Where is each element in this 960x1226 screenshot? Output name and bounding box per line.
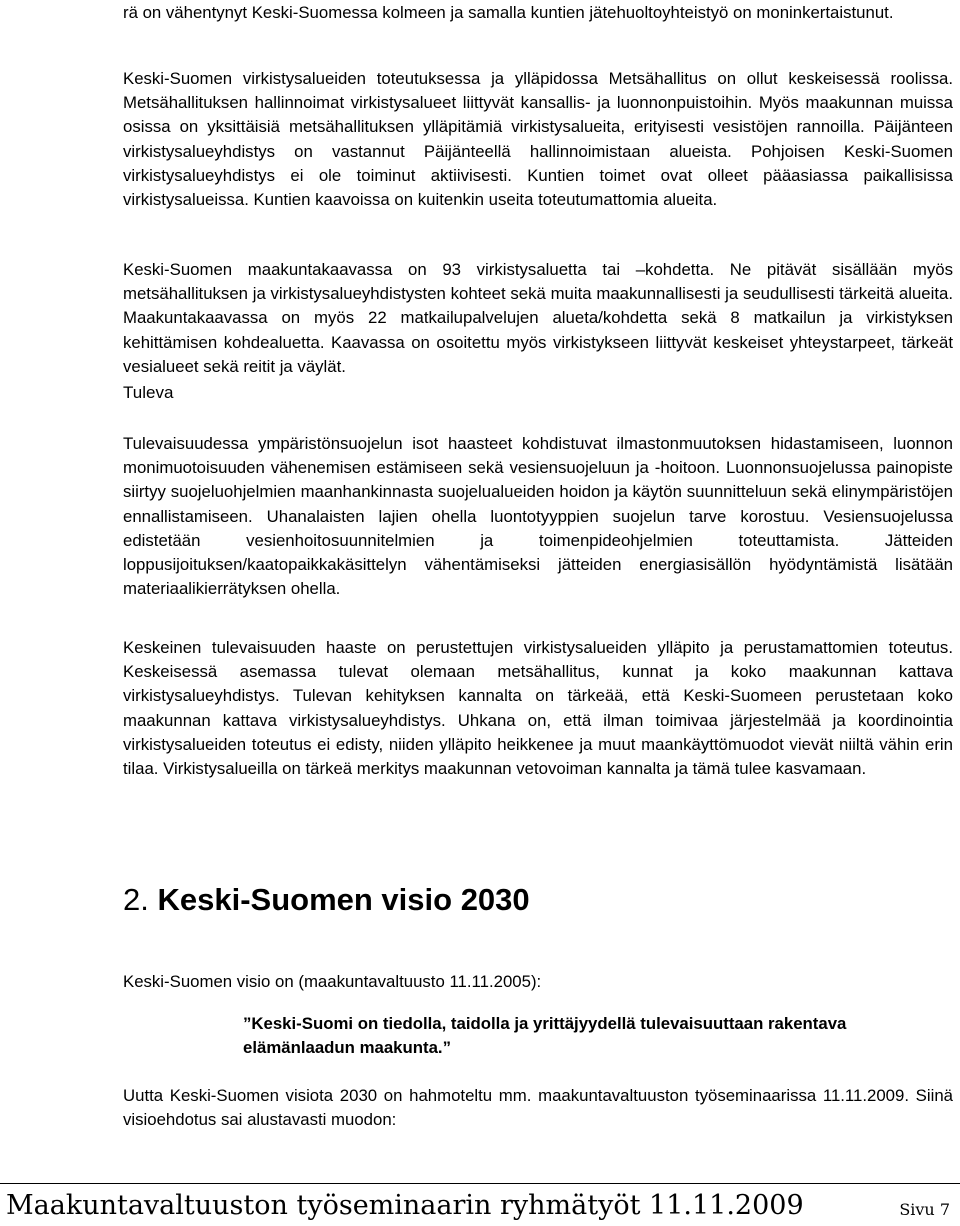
paragraph-virkistysalueet: Keski-Suomen virkistysalueiden toteutuksessa ja ylläpidossa Metsähallitus on ollut keskeisessä roolissa. Metsähallituksen hallinnoimat virkistysalueet liittyvät kansallis- ja luonnonpuistoihin. Myös maakunnan muissa osissa on yksittäisiä metsähallituksen ylläpitämiä virkistysalueita, erityisesti vesistöjen rannoilla. Päijänteen virkistysalueyhdistys on vastannut Päijänteellä hallinnoimistaan alueista. Pohjoisen Keski-Suomen virkistysalueyhdistys ei ole toiminut aktiivisesti. Kuntien toimet ovat olleet pääasiassa paikallisissa virkistysalueissa. Kuntien kaavoissa on kuitenkin useita toteutumattomia alueita. bbox=[123, 69, 953, 210]
paragraph-maakuntakaava: Keski-Suomen maakuntakaavassa on 93 virkistysaluetta tai –kohdetta. Ne pitävät sisällään myös metsähallituksen ja virkistysalueyhdistysten kohteet sekä muita maakunnallisesti ja seudullisesti tärkeitä alueita. Maakuntakaavassa on myös 22 matkailupalvelujen alueta/kohdetta sekä 8 matkailun ja virkistyksen kehittämisen kohdealuetta. Kaavassa on osoitettu myös virkistykseen liittyvät keskeiset yhteystarpeet, tärkeät vesialueet sekä reitit ja väylät. bbox=[123, 260, 953, 376]
footer-title: Maakuntavaltuuston työseminaarin ryhmätyöt 11.11.2009 bbox=[6, 1190, 804, 1221]
visio-quote: ”Keski-Suomi on tiedolla, taidolla ja yrittäjyydellä tulevaisuuttaan rakentava elämänlaadun maakunta.” bbox=[243, 1014, 847, 1058]
page-number: Sivu 7 bbox=[899, 1200, 950, 1219]
section-heading bbox=[123, 876, 530, 924]
paragraph-jatehuolto: rä on vähentynyt Keski-Suomessa kolmeen ja samalla kuntien jätehuoltoyhteistyö on moninkertaistunut. bbox=[123, 3, 894, 22]
paragraph-haaste: Keskeinen tulevaisuuden haaste on perustettujen virkistysalueiden ylläpito ja perustamattomien toteutus. Keskeisessä asemassa tulevat olemaan metsähallitus, kunnat ja koko maakunnan kattava virkistysalueyhdistys. Tulevan kehityksen kannalta on tärkeää, että Keski-Suomeen perustetaan koko maakunnan kattava virkistysalueyhdistys. Uhkana on, että ilman toimivaa järjestelmää ja koordinointia virkistysalueiden toteutus ei edisty, niiden ylläpito heikkenee ja muut maankäyttömuodot vievät niiltä vähin erin tilaa. Virkistysalueilla on tärkeä merkitys maakunnan vetovoiman kannalta ja tämä tulee kasvamaan. bbox=[123, 638, 953, 779]
paragraph-visio-intro: Keski-Suomen visio on (maakuntavaltuusto 11.11.2005): bbox=[123, 972, 542, 991]
paragraph-visio-2030: Uutta Keski-Suomen visiota 2030 on hahmoteltu mm. maakuntavaltuuston työseminaarissa 11.11.2009. Siinä visioehdotus sai alustavasti muodon: bbox=[123, 1086, 953, 1130]
section-title: Keski-Suomen visio 2030 bbox=[157, 882, 530, 917]
subheading-tuleva: Tuleva bbox=[123, 383, 174, 402]
paragraph-tulevaisuus: Tulevaisuudessa ympäristönsuojelun isot haasteet kohdistuvat ilmastonmuutoksen hidastamiseen, luonnon monimuotoisuuden vähenemisen estämiseen sekä vesiensuojeluun ja -hoitoon. Luonnonsuojelussa painopiste siirtyy suojeluohjelmien maanhankinnasta suojelualueiden hoidon ja käytön suunnitteluun sekä elinympäristöjen ennallistamiseen. Uhanalaisten lajien ohella luontotyyppien suojelun tarve korostuu. Vesiensuojelussa edistetään vesienhoitosuunnitelmien ja toimenpideohjelmien toteuttamista. Jätteiden loppusijoituksen/kaatopaikkakäsittelyn vähentämiseksi jätteiden energiasisällön hyödyntämistä lisätään materiaalikierrätyksen ohella. bbox=[123, 434, 953, 599]
footer-divider bbox=[0, 1183, 960, 1184]
section-number: 2. bbox=[123, 882, 149, 917]
